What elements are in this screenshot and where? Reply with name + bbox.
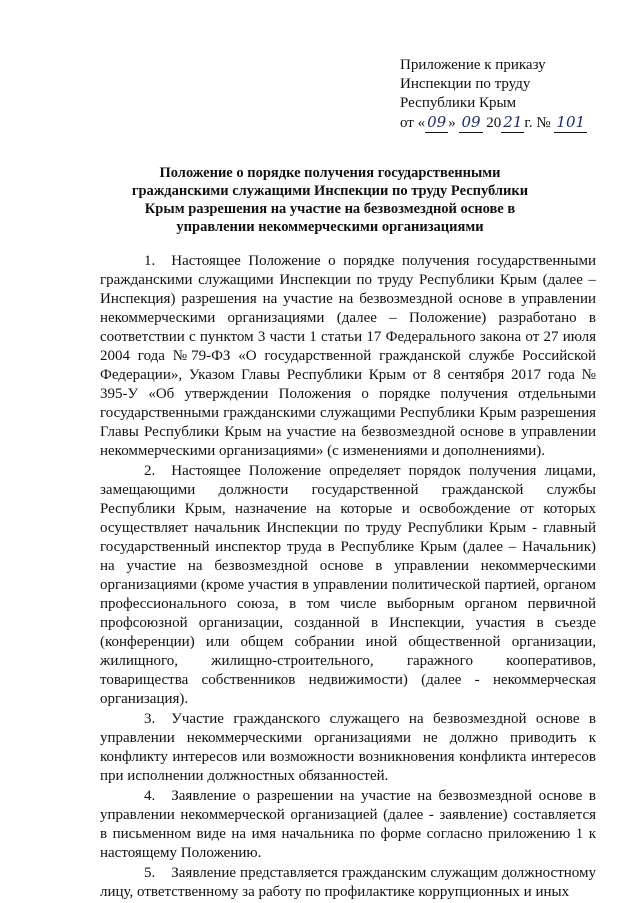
paragraph-3 bbox=[100, 710, 596, 786]
appendix-line-2: Инспекции по труду bbox=[400, 76, 531, 92]
document-title: Положение о порядке получения государственными гражданскими служащими Инспекции по труду Республики Крым разрешения на участие на безвозмездной основе в управлении некоммерческими организациями bbox=[131, 165, 529, 235]
paragraph-number: 2. bbox=[144, 463, 156, 479]
paragraph-2 bbox=[100, 462, 596, 709]
document-body bbox=[100, 252, 596, 903]
paragraph-text: Заявление представляется гражданским служащим должностному лицу, ответственному за работу по профилактике коррупционных и иных bbox=[100, 865, 596, 900]
paragraph-text: Настоящее Положение о порядке получения государственными гражданскими служащими Инспекции по труду Республики Крым (далее – Инспекция) разрешения на участие на безвозмездной основе в управлении некоммерческими организациями (далее – Положение) разработано в соответствии с пунктом 3 части 1 статьи 17 Федерального закона от 27 июля 2004 года №79-ФЗ «О государственной гражданской службе Российской Федерации», Указом Главы Республики Крым от 8 сентября 2017 года № 395-У «Об утверждении Положения о порядке получения отдельными государственными гражданскими служащими Республики Крым разрешения Главы Республики Крым на участие на безвозмездной основе в управлении некоммерческими организациями» (с изменениями и дополнениями). bbox=[100, 253, 596, 459]
paragraph-number: 1. bbox=[144, 253, 156, 269]
paragraph-5 bbox=[100, 864, 596, 902]
document-number-handwritten: 101 bbox=[556, 113, 586, 131]
paragraph-number: 4. bbox=[144, 788, 156, 804]
paragraph-1 bbox=[100, 252, 596, 461]
paragraph-4 bbox=[100, 787, 596, 863]
date-mid: » bbox=[448, 115, 456, 131]
paragraph-text: Участие гражданского служащего на безвозмездной основе в управлении некоммерческими организациями не должно приводить к конфликту интересов или возможности возникновения конфликта интересов при исполнении должностных обязанностей. bbox=[100, 711, 596, 784]
paragraph-number: 5. bbox=[144, 865, 156, 881]
paragraph-text: Заявление о разрешении на участие на безвозмездной основе в управлении некоммерческой организацией (далее - заявление) составляется в письменном виде на имя начальника по форме согласно приложению 1 к настоящему Положению. bbox=[100, 788, 596, 861]
date-day-handwritten: 09 bbox=[427, 113, 447, 131]
date-month-handwritten: 09 bbox=[461, 113, 481, 131]
paragraph-text: Настоящее Положение определяет порядок получения лицами, замещающими должности государственной гражданской службы Республики Крым, назначение на которые и освобождение от которых осуществляет начальник Инспекции по труду Республики Крым - главный государственный инспектор труда в Республике Крым (далее – Начальник) на участие на безвозмездной основе в управлении некоммерческими организациями (кроме участия в управлении политической партией, органом профессионального союза, в том числе выборным органом первичной профсоюзной организации, созданной в Инспекции, участия в съезде (конференции) или общем собрании иной общественной организации, жилищного, жилищно-строительного, гаражного кооперативов, товарищества собственников недвижимости) (далее - некоммерческая организация). bbox=[100, 463, 596, 707]
date-year-prefix: 20 bbox=[486, 115, 502, 131]
date-year-handwritten: 21 bbox=[503, 113, 523, 131]
date-prefix: от « bbox=[400, 115, 426, 131]
appendix-line-1: Приложение к приказу bbox=[400, 57, 546, 73]
date-number-prefix: г. № bbox=[524, 115, 551, 131]
appendix-header bbox=[400, 56, 630, 133]
paragraph-number: 3. bbox=[144, 711, 156, 727]
appendix-date-line bbox=[400, 113, 630, 133]
appendix-line-3: Республики Крым bbox=[400, 95, 517, 111]
